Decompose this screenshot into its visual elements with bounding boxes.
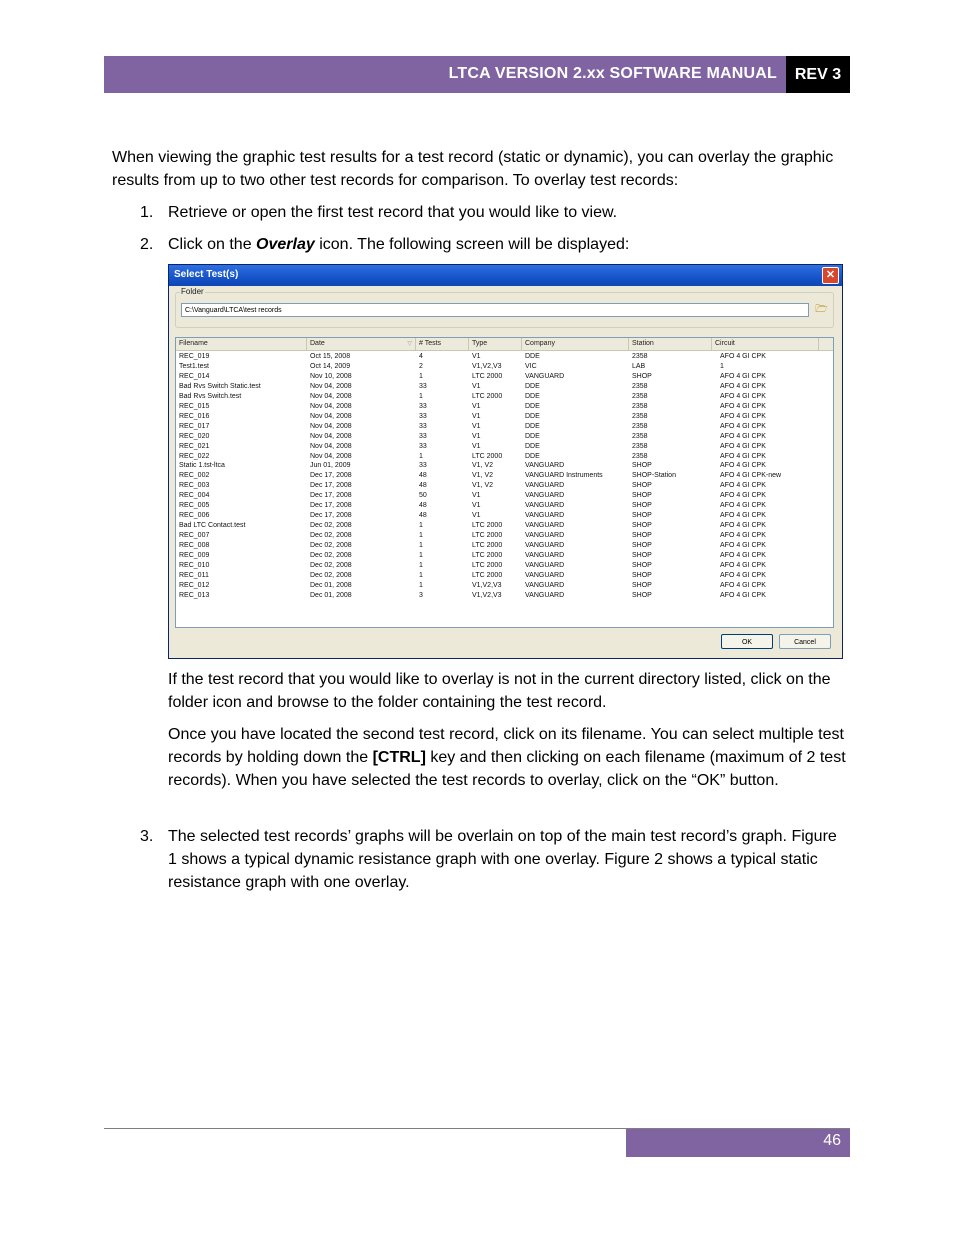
cell-tests: 33 <box>419 402 427 410</box>
cell-company: VANGUARD <box>525 532 565 540</box>
cell-company: DDE <box>525 422 540 430</box>
table-row[interactable] <box>176 432 833 442</box>
cell-company: DDE <box>525 392 540 400</box>
cell-date: Dec 17, 2008 <box>310 472 352 480</box>
cell-date: Nov 04, 2008 <box>310 392 352 400</box>
column-header-station[interactable]: Station <box>629 338 712 350</box>
cell-station: SHOP <box>632 581 652 589</box>
cell-tests: 1 <box>419 452 423 460</box>
cell-tests: 1 <box>419 372 423 380</box>
cell-filename: REC_014 <box>179 372 210 380</box>
cell-company: VANGUARD <box>525 581 565 589</box>
cell-company: DDE <box>525 452 540 460</box>
list-header <box>176 338 833 351</box>
cell-date: Jun 01, 2009 <box>310 462 351 470</box>
table-row[interactable] <box>176 422 833 432</box>
cell-type: V1,V2,V3 <box>472 581 502 589</box>
cell-filename: REC_007 <box>179 532 210 540</box>
cell-company: VANGUARD <box>525 552 565 559</box>
cell-station: SHOP <box>632 591 652 599</box>
cell-type: V1 <box>472 422 481 430</box>
cell-company: VANGUARD <box>525 542 565 550</box>
ok-button[interactable]: OK <box>721 634 773 649</box>
cell-filename: REC_002 <box>179 472 210 480</box>
dialog-title: Select Test(s) <box>174 269 239 280</box>
cell-station: 2358 <box>632 442 648 450</box>
folder-label: Folder <box>181 287 204 296</box>
cell-station: SHOP <box>632 571 652 579</box>
cell-tests: 1 <box>419 542 423 550</box>
cell-tests: 33 <box>419 422 427 430</box>
select-tests-dialog <box>168 264 843 659</box>
cell-type: V1 <box>472 512 481 520</box>
cell-filename: Bad Rvs Switch Static.test <box>179 382 261 390</box>
selection-before: Once you have located the second test record, click on its filename. You can select multiple test records by holding down the <box>168 726 844 766</box>
cell-filename: REC_022 <box>179 452 210 460</box>
cell-station: SHOP <box>632 482 652 490</box>
cell-company: VANGUARD <box>525 522 565 530</box>
cell-company: VANGUARD <box>525 561 565 569</box>
cell-circuit: 1 <box>720 362 724 370</box>
sort-arrow-icon: ▽ <box>407 341 412 347</box>
cell-tests: 1 <box>419 532 423 540</box>
cell-tests: 1 <box>419 522 423 530</box>
cell-date: Dec 17, 2008 <box>310 512 352 520</box>
close-icon[interactable]: ✕ <box>822 267 839 284</box>
cell-circuit: AFO 4 GI CPK <box>720 482 766 490</box>
table-row[interactable] <box>176 452 833 462</box>
cell-filename: REC_004 <box>179 492 210 500</box>
cell-station: 2358 <box>632 402 648 410</box>
folder-instruction-paragraph: If the test record that you would like to overlay is not in the current directory listed, click on the folder icon and browse to the folder containing the test record. <box>168 671 831 711</box>
cell-type: V1 <box>472 412 481 420</box>
cell-station: SHOP <box>632 522 652 530</box>
cell-station: SHOP <box>632 462 652 470</box>
cell-type: V1 <box>472 442 481 450</box>
cell-company: DDE <box>525 432 540 440</box>
cell-circuit: AFO 4 GI CPK <box>720 353 766 360</box>
table-row[interactable] <box>176 521 833 531</box>
cell-date: Nov 04, 2008 <box>310 422 352 430</box>
cell-type: V1,V2,V3 <box>472 362 502 370</box>
selection-after: key and then clicking on each filename (maximum of 2 test records). When you have selected the test records to overlay, click on the “OK” button. <box>168 749 846 789</box>
cell-tests: 33 <box>419 442 427 450</box>
cell-tests: 4 <box>419 353 423 360</box>
cell-filename: REC_006 <box>179 512 210 520</box>
cell-company: VANGUARD <box>525 502 565 510</box>
cell-circuit: AFO 4 GI CPK <box>720 462 766 470</box>
intro-paragraph: When viewing the graphic test results for a test record (static or dynamic), you can overlay the graphic results from up to two other test records for comparison. To overlay test records: <box>112 149 834 189</box>
cell-company: DDE <box>525 442 540 450</box>
cell-tests: 2 <box>419 362 423 370</box>
cell-date: Nov 04, 2008 <box>310 452 352 460</box>
column-header-tests[interactable]: # Tests <box>416 338 469 350</box>
table-row[interactable] <box>176 571 833 581</box>
cell-filename: REC_005 <box>179 502 210 510</box>
cell-type: LTC 2000 <box>472 532 503 540</box>
cell-circuit: AFO 4 GI CPK <box>720 402 766 410</box>
cell-filename: REC_013 <box>179 591 210 599</box>
cell-filename: Static 1.tst-ltca <box>179 462 225 470</box>
cell-circuit: AFO 4 GI CPK <box>720 512 766 520</box>
selection-instruction-paragraph <box>168 723 848 792</box>
cell-filename: Bad Rvs Switch.test <box>179 392 242 400</box>
header-bar <box>104 56 786 93</box>
cell-date: Dec 17, 2008 <box>310 502 352 510</box>
cell-circuit: AFO 4 GI CPK <box>720 422 766 430</box>
cell-type: V1 <box>472 402 481 410</box>
cell-tests: 48 <box>419 472 427 480</box>
cell-circuit: AFO 4 GI CPK <box>720 581 766 589</box>
cell-tests: 33 <box>419 412 427 420</box>
cell-date: Dec 02, 2008 <box>310 561 352 569</box>
cell-type: V1, V2 <box>472 462 494 470</box>
cell-circuit: AFO 4 GI CPK <box>720 561 766 569</box>
cell-circuit: AFO 4 GI CPK <box>720 591 766 599</box>
cell-station: 2358 <box>632 353 648 360</box>
cell-circuit: AFO 4 GI CPK <box>720 571 766 579</box>
cell-type: LTC 2000 <box>472 561 503 569</box>
cell-station: SHOP-Station <box>632 472 676 480</box>
page-number: 46 <box>823 1132 841 1149</box>
folder-browse-icon[interactable]: 🗁 <box>815 304 828 315</box>
cell-date: Nov 04, 2008 <box>310 402 352 410</box>
table-row[interactable] <box>176 481 833 491</box>
cell-type: LTC 2000 <box>472 392 503 400</box>
cell-company: VANGUARD <box>525 482 565 490</box>
cell-type: LTC 2000 <box>472 571 503 579</box>
cell-circuit: AFO 4 GI CPK <box>720 392 766 400</box>
table-row[interactable] <box>176 392 833 402</box>
cell-filename: REC_012 <box>179 581 210 589</box>
cell-company: VANGUARD <box>525 571 565 579</box>
dialog-titlebar[interactable] <box>169 265 842 286</box>
cell-circuit: AFO 4 GI CPK-new <box>720 472 782 480</box>
table-row[interactable] <box>176 561 833 571</box>
cell-tests: 33 <box>419 432 427 440</box>
cell-type: V1 <box>472 432 481 440</box>
cell-type: V1 <box>472 492 481 500</box>
cell-station: SHOP <box>632 512 652 520</box>
cell-filename: REC_016 <box>179 412 210 420</box>
cell-type: V1,V2,V3 <box>472 591 502 599</box>
overlay-emphasis: Overlay <box>256 236 315 253</box>
table-row[interactable] <box>176 461 833 471</box>
revision-badge: REV 3 <box>786 56 850 93</box>
table-row[interactable] <box>176 591 833 601</box>
folder-path-field[interactable]: C:\Vanguard\LTCA\test records <box>181 303 809 317</box>
cell-circuit: AFO 4 GI CPK <box>720 492 766 500</box>
step-number: 1. <box>140 204 154 221</box>
cell-station: 2358 <box>632 392 648 400</box>
table-row[interactable] <box>176 382 833 392</box>
cell-tests: 1 <box>419 552 423 559</box>
cell-filename: REC_020 <box>179 432 210 440</box>
table-row[interactable] <box>176 511 833 521</box>
cell-type: V1 <box>472 353 481 360</box>
cell-filename: REC_021 <box>179 442 210 450</box>
table-row[interactable] <box>176 352 833 362</box>
step-2-after: icon. The following screen will be displayed: <box>314 236 630 253</box>
cell-filename: REC_009 <box>179 552 210 559</box>
cell-tests: 33 <box>419 382 427 390</box>
cell-circuit: AFO 4 GI CPK <box>720 372 766 380</box>
cell-tests: 33 <box>419 462 427 470</box>
cell-type: LTC 2000 <box>472 452 503 460</box>
cell-date: Dec 01, 2008 <box>310 581 352 589</box>
cell-date: Oct 14, 2009 <box>310 362 351 370</box>
column-header-circuit[interactable]: Circuit <box>712 338 819 350</box>
cell-station: 2358 <box>632 412 648 420</box>
cell-company: VIC <box>525 362 537 370</box>
cell-date: Oct 15, 2008 <box>310 353 351 360</box>
cell-filename: REC_017 <box>179 422 210 430</box>
cell-tests: 1 <box>419 392 423 400</box>
folder-group <box>175 287 834 328</box>
cell-circuit: AFO 4 GI CPK <box>720 442 766 450</box>
column-header-date[interactable] <box>307 338 416 350</box>
cell-circuit: AFO 4 GI CPK <box>720 432 766 440</box>
column-header-company[interactable]: Company <box>522 338 629 350</box>
footer-bar <box>626 1129 850 1157</box>
cell-station: 2358 <box>632 382 648 390</box>
cell-company: DDE <box>525 382 540 390</box>
cell-circuit: AFO 4 GI CPK <box>720 412 766 420</box>
cell-tests: 48 <box>419 482 427 490</box>
column-header-date-label: Date <box>310 340 325 347</box>
cell-date: Dec 02, 2008 <box>310 542 352 550</box>
cell-date: Dec 17, 2008 <box>310 482 352 490</box>
cell-station: LAB <box>632 362 646 370</box>
cell-station: SHOP <box>632 561 652 569</box>
table-row[interactable] <box>176 541 833 551</box>
cell-circuit: AFO 4 GI CPK <box>720 522 766 530</box>
manual-title: LTCA VERSION 2.xx SOFTWARE MANUAL <box>448 65 777 82</box>
column-header-type[interactable]: Type <box>469 338 522 350</box>
cell-filename: Bad LTC Contact.test <box>179 522 246 530</box>
cell-date: Dec 02, 2008 <box>310 532 352 540</box>
cell-tests: 48 <box>419 502 427 510</box>
cell-type: V1, V2 <box>472 482 494 490</box>
cell-company: VANGUARD <box>525 591 565 599</box>
cell-type: V1 <box>472 502 481 510</box>
table-row[interactable] <box>176 402 833 412</box>
cell-tests: 50 <box>419 492 427 500</box>
cell-circuit: AFO 4 GI CPK <box>720 552 766 559</box>
cell-company: DDE <box>525 402 540 410</box>
cell-company: DDE <box>525 412 540 420</box>
cell-type: V1, V2 <box>472 472 494 480</box>
cell-filename: REC_019 <box>179 353 210 360</box>
cell-filename: Test1.test <box>179 362 209 370</box>
table-row[interactable] <box>176 581 833 591</box>
step-3-text: The selected test records’ graphs will be overlain on top of the main test record’s graph. Figure 1 shows a typical dynamic resistance graph with one overlay. Figure 2 shows a typical static resistance graph with one overlay. <box>168 828 837 891</box>
cell-station: SHOP <box>632 552 652 559</box>
cell-station: SHOP <box>632 502 652 510</box>
cell-tests: 1 <box>419 561 423 569</box>
cell-company: VANGUARD <box>525 462 565 470</box>
cell-company: VANGUARD <box>525 372 565 380</box>
cell-type: LTC 2000 <box>472 522 503 530</box>
cell-station: SHOP <box>632 372 652 380</box>
step-number: 2. <box>140 236 154 253</box>
cell-date: Nov 10, 2008 <box>310 372 352 380</box>
ctrl-key-emphasis: [CTRL] <box>372 749 426 766</box>
step-number: 3. <box>140 828 154 845</box>
cell-company: VANGUARD Instruments <box>525 472 603 480</box>
cell-company: DDE <box>525 353 540 360</box>
table-row[interactable] <box>176 551 833 561</box>
table-row[interactable] <box>176 372 833 382</box>
cell-date: Dec 17, 2008 <box>310 492 352 500</box>
table-row[interactable] <box>176 442 833 452</box>
cell-tests: 3 <box>419 591 423 599</box>
table-row[interactable] <box>176 362 833 372</box>
cell-tests: 48 <box>419 512 427 520</box>
table-row[interactable] <box>176 412 833 422</box>
cell-type: LTC 2000 <box>472 372 503 380</box>
cell-company: VANGUARD <box>525 492 565 500</box>
cell-filename: REC_010 <box>179 561 210 569</box>
cell-tests: 1 <box>419 581 423 589</box>
cell-circuit: AFO 4 GI CPK <box>720 382 766 390</box>
cell-tests: 1 <box>419 571 423 579</box>
table-row[interactable] <box>176 471 833 481</box>
cell-station: 2358 <box>632 432 648 440</box>
cell-station: 2358 <box>632 422 648 430</box>
test-records-list[interactable] <box>175 337 834 628</box>
table-row[interactable] <box>176 501 833 511</box>
table-row[interactable] <box>176 531 833 541</box>
cell-filename: REC_015 <box>179 402 210 410</box>
cell-date: Nov 04, 2008 <box>310 382 352 390</box>
cell-date: Nov 04, 2008 <box>310 432 352 440</box>
cell-station: SHOP <box>632 532 652 540</box>
step-1-text: Retrieve or open the first test record that you would like to view. <box>168 204 618 221</box>
cancel-button[interactable]: Cancel <box>779 634 831 649</box>
cell-date: Dec 01, 2008 <box>310 591 352 599</box>
cell-circuit: AFO 4 GI CPK <box>720 452 766 460</box>
cell-date: Dec 02, 2008 <box>310 522 352 530</box>
cell-date: Dec 02, 2008 <box>310 552 352 559</box>
cell-date: Nov 04, 2008 <box>310 412 352 420</box>
step-2-text <box>168 233 848 256</box>
cell-type: LTC 2000 <box>472 552 503 559</box>
cell-filename: REC_003 <box>179 482 210 490</box>
cell-date: Dec 02, 2008 <box>310 571 352 579</box>
cell-type: LTC 2000 <box>472 542 503 550</box>
cell-station: SHOP <box>632 492 652 500</box>
cell-circuit: AFO 4 GI CPK <box>720 542 766 550</box>
table-row[interactable] <box>176 491 833 501</box>
cell-station: 2358 <box>632 452 648 460</box>
cell-station: SHOP <box>632 542 652 550</box>
cell-filename: REC_008 <box>179 542 210 550</box>
cell-circuit: AFO 4 GI CPK <box>720 502 766 510</box>
step-2-before: Click on the <box>168 236 257 253</box>
cell-circuit: AFO 4 GI CPK <box>720 532 766 540</box>
cell-company: VANGUARD <box>525 512 565 520</box>
cell-date: Nov 04, 2008 <box>310 442 352 450</box>
cell-type: V1 <box>472 382 481 390</box>
column-header-filename[interactable]: Filename <box>176 338 307 350</box>
cell-filename: REC_011 <box>179 571 209 579</box>
